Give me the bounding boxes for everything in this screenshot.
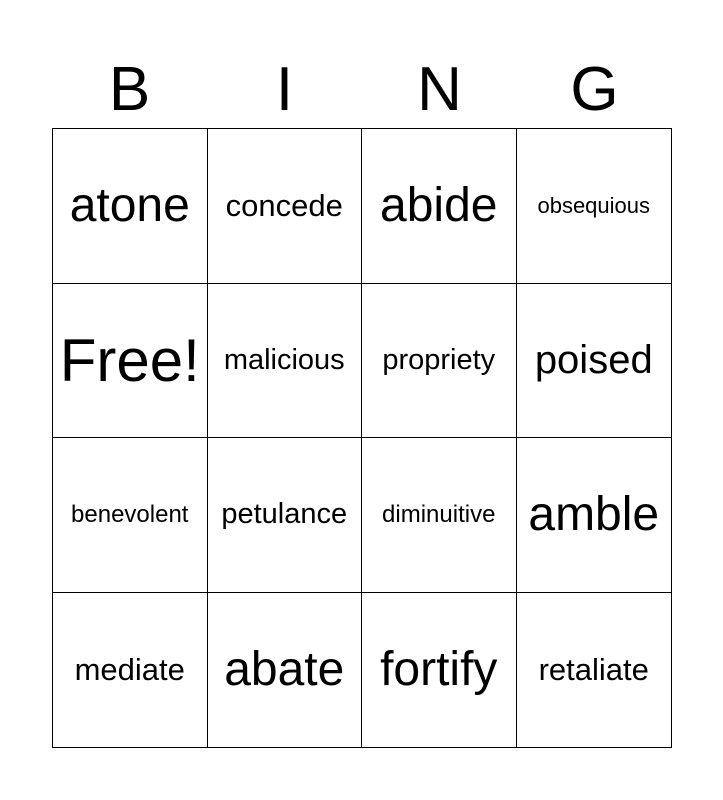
bingo-cell[interactable]: benevolent	[53, 438, 208, 593]
bingo-cell[interactable]: mediate	[53, 593, 208, 748]
bingo-cell[interactable]: propriety	[362, 284, 517, 439]
bingo-cell[interactable]: fortify	[362, 593, 517, 748]
bingo-header	[52, 52, 672, 128]
bingo-cell[interactable]: diminuitive	[362, 438, 517, 593]
bingo-cell[interactable]: malicious	[208, 284, 363, 439]
header-letter-b: B	[108, 55, 151, 124]
bingo-cell[interactable]: atone	[53, 129, 208, 284]
bingo-cell[interactable]: abide	[362, 129, 517, 284]
header-letter-g: G	[570, 55, 619, 124]
bingo-board	[52, 128, 672, 748]
bingo-cell[interactable]: retaliate	[538, 651, 649, 687]
free-space-cell[interactable]: Free!	[53, 284, 208, 439]
bingo-cell[interactable]: poised	[517, 284, 672, 439]
header-letter-n: N	[417, 55, 462, 124]
bingo-cell[interactable]: petulance	[208, 438, 363, 593]
header-letter-i: I	[275, 55, 294, 124]
bingo-cell[interactable]: abate	[208, 593, 363, 748]
bingo-cell[interactable]: concede	[208, 129, 363, 284]
bingo-cell[interactable]: amble	[517, 438, 672, 593]
bingo-cell[interactable]: obsequious	[517, 129, 672, 284]
